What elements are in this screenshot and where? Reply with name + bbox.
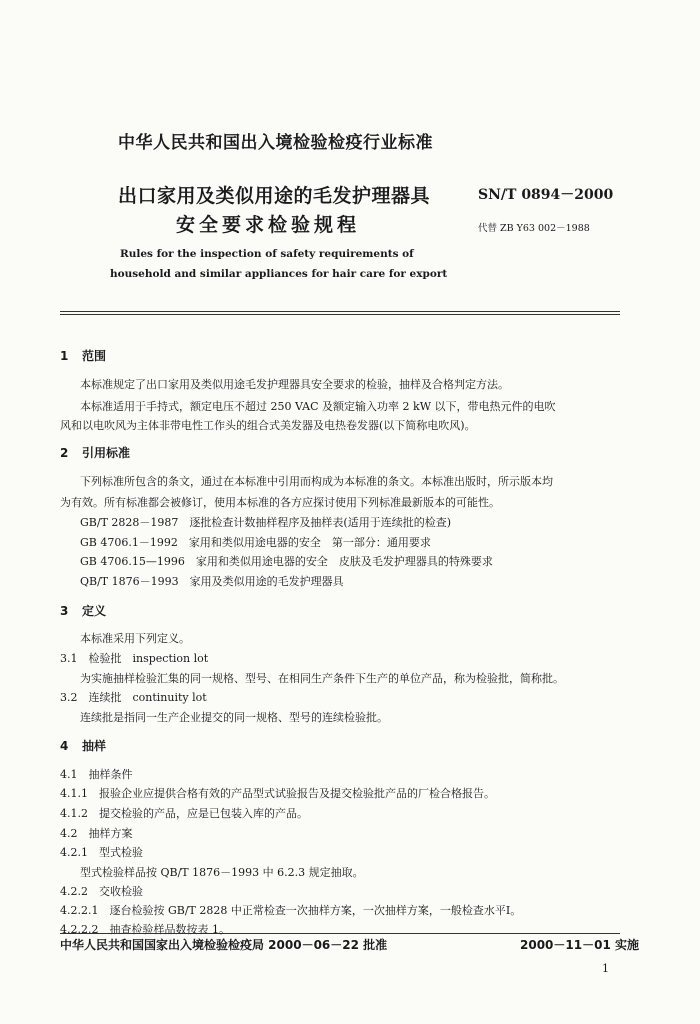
paragraph: 为有效。所有标准都会被修订，使用本标准的各方应探讨使用下列标准最新版本的可能性。 xyxy=(60,496,500,509)
reference-item: GB 4706.1－1992 家用和类似用途电器的安全 第一部分：通用要求 xyxy=(80,536,431,549)
paragraph: 风和以电吹风为主体非带电性工作头的组合式美发器及电热卷发器(以下简称电吹风)。 xyxy=(60,419,476,432)
section-title: 引用标准 xyxy=(82,446,131,460)
english-title-line-1: Rules for the inspection of safety requirements of xyxy=(120,248,414,260)
reference-item: GB 4706.15—1996 家用和类似用途电器的安全 皮肤及毛发护理器具的特殊要求 xyxy=(80,555,493,568)
replaces-note: 代替 ZB Y63 002－1988 xyxy=(478,223,590,234)
english-title-line-2: household and similar appliances for hair care for export xyxy=(110,268,448,280)
effective-date: 2000－11－01 实施 xyxy=(520,938,639,952)
paragraph: 下列标准所包含的条文，通过在本标准中引用而构成为本标准的条文。本标准出版时，所示版本均 xyxy=(80,475,553,488)
page-number: 1 xyxy=(602,962,609,975)
clause: 4.2.2.2 抽查检验样品数按表 1。 xyxy=(60,923,230,936)
definition-heading: 3.1 检验批 inspection lot xyxy=(60,652,209,665)
clause: 4.1.2 提交检验的产品，应是已包装入库的产品。 xyxy=(60,807,308,820)
section-title: 抽样 xyxy=(82,739,107,753)
paragraph: 本标准适用于手持式，额定电压不超过 250 VAC 及额定输入功率 2 kW 以下，带电热元件的电吹 xyxy=(80,400,556,413)
approval-line: 中华人民共和国国家出入境检验检疫局 2000－06－22 批准 xyxy=(60,938,388,952)
section-1-heading xyxy=(60,347,106,364)
section-3-heading xyxy=(60,602,106,619)
title-line-2: 安全要求检验规程 xyxy=(176,214,361,236)
section-4-heading xyxy=(60,737,106,754)
definition-text: 连续批是指同一生产企业提交的同一规格、型号的连续检验批。 xyxy=(80,711,388,724)
reference-item: GB/T 2828－1987 逐批检查计数抽样程序及抽样表(适用于连续批的检查) xyxy=(80,516,451,529)
section-title: 范围 xyxy=(82,349,107,363)
section-number: 3 xyxy=(60,604,69,618)
section-number: 4 xyxy=(60,739,69,753)
issuing-standard-header: 中华人民共和国出入境检验检疫行业标准 xyxy=(118,133,433,153)
clause: 4.1.1 报验企业应提供合格有效的产品型式试验报告及提交检验批产品的厂检合格报告。 xyxy=(60,787,495,800)
definition-text: 为实施抽样检验汇集的同一规格、型号、在相同生产条件下生产的单位产品，称为检验批，简称批。 xyxy=(80,672,564,685)
section-title: 定义 xyxy=(82,604,107,618)
section-number: 1 xyxy=(60,349,69,363)
clause: 4.2 抽样方案 xyxy=(60,827,133,840)
standard-code: SN/T 0894－2000 xyxy=(478,187,614,203)
header-rule-bottom xyxy=(60,314,620,315)
section-2-heading xyxy=(60,444,130,461)
paragraph: 型式检验样品按 QB/T 1876－1993 中 6.2.3 规定抽取。 xyxy=(80,866,364,879)
section-number: 2 xyxy=(60,446,69,460)
clause: 4.2.1 型式检验 xyxy=(60,846,143,859)
paragraph: 本标准规定了出口家用及类似用途毛发护理器具安全要求的检验，抽样及合格判定方法。 xyxy=(80,378,509,391)
paragraph: 本标准采用下列定义。 xyxy=(80,632,190,645)
footer-rule xyxy=(60,933,620,934)
reference-item: QB/T 1876－1993 家用及类似用途的毛发护理器具 xyxy=(80,575,344,588)
title-line-1: 出口家用及类似用途的毛发护理器具 xyxy=(118,185,431,207)
header-rule-top xyxy=(60,311,620,312)
definition-heading: 3.2 连续批 continuity lot xyxy=(60,691,207,704)
clause: 4.2.2.1 逐台检验按 GB/T 2828 中正常检查一次抽样方案，一次抽样方案，一般检查水平Ⅰ。 xyxy=(60,904,522,917)
clause: 4.2.2 交收检验 xyxy=(60,885,143,898)
clause: 4.1 抽样条件 xyxy=(60,768,133,781)
